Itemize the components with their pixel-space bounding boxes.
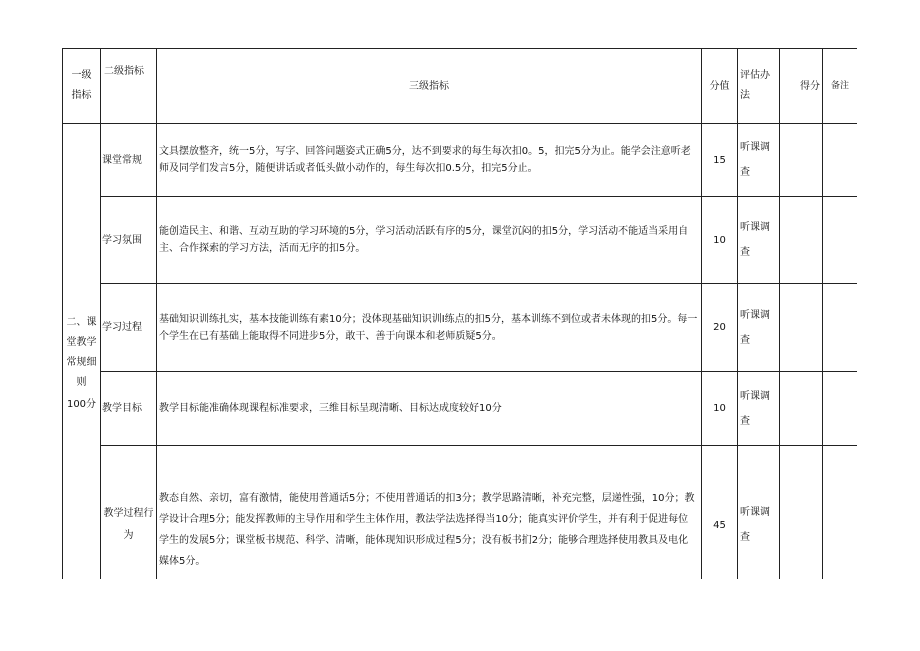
category-cell [63, 124, 101, 580]
score-cell: 15 [702, 124, 738, 197]
category-label: 二、课堂教学常规细则 [66, 316, 97, 388]
level2-cell: 教学过程行为 [101, 446, 157, 580]
level3-cell: 基础知识训练扎实，基本技能训练有素10分；没体现基础知识训I练点的扣5分，基本训练不到位或者未体现的扣5分。每一个学生在已有基础上能取得不同进步5分，敢干、善于向课本和老师质疑5分。 [157, 284, 702, 372]
header-score: 分值 [702, 49, 738, 124]
table-row [63, 372, 858, 446]
table-row [63, 446, 858, 580]
level2-cell: 学习过程 [101, 284, 157, 372]
header-remark: 备注 [823, 49, 858, 124]
level3-cell: 能创造民主、和谐、互动互助的学习环境的5分，学习活动活跃有序的5分，课堂沉闷的扣5分，学习活动不能适当采用自主、合作探索的学习方法，活而无序的扣5分。 [157, 197, 702, 284]
got-cell[interactable] [780, 197, 823, 284]
remark-cell[interactable] [823, 124, 858, 197]
table-row [63, 124, 858, 197]
header-method: 评估办法 [738, 49, 780, 124]
score-cell: 10 [702, 372, 738, 446]
remark-cell[interactable] [823, 372, 858, 446]
table-header-row [63, 49, 858, 124]
score-cell: 20 [702, 284, 738, 372]
got-cell[interactable] [780, 446, 823, 580]
remark-cell[interactable] [823, 284, 858, 372]
header-level2: 二级指标 [101, 49, 157, 124]
score-cell: 45 [702, 446, 738, 580]
got-cell[interactable] [780, 372, 823, 446]
level3-cell: 教学目标能准确体现课程标准要求，三维目标呈现清晰、目标达成度较好10分 [157, 372, 702, 446]
remark-cell[interactable] [823, 197, 858, 284]
header-level1: 一级指标 [63, 49, 101, 124]
level2-cell: 课堂常规 [101, 124, 157, 197]
category-total: 100分 [66, 398, 97, 410]
score-cell: 10 [702, 197, 738, 284]
header-level3: 三级指标 [157, 49, 702, 124]
method-cell: 听课调查 [738, 197, 780, 284]
evaluation-sheet [62, 48, 857, 579]
method-cell: 听课调查 [738, 372, 780, 446]
level3-cell: 文具摆放整齐，统一5分，写字、回答问题姿式正确5分，达不到要求的每生每次扣0。5，扣完5分为止。能学会注意听老师及同学们发言5分，随便讲话或者低头做小动作的，每生每次扣0.5分，扣完5分止。 [157, 124, 702, 197]
table-row [63, 197, 858, 284]
level2-cell: 教学目标 [101, 372, 157, 446]
evaluation-table [62, 48, 857, 579]
method-cell: 听课调查 [738, 446, 780, 580]
got-cell[interactable] [780, 284, 823, 372]
remark-cell[interactable] [823, 446, 858, 580]
level2-cell: 学习氛围 [101, 197, 157, 284]
method-cell: 听课调查 [738, 124, 780, 197]
got-cell[interactable] [780, 124, 823, 197]
level3-cell: 教态自然、亲切，富有激情，能使用普通话5分；不使用普通话的扣3分；教学思路清晰，补充完整，层递性强，10分；教学设计合理5分；能发挥教师的主导作用和学生主体作用，教法学法选择得当10分；能真实评价学生，并有利于促进每位学生的发展5分；课堂板书规范、科学、清晰，能体现知识形成过程5分；没有板书扪2分；能够合理选择使用教具及电化媒体5分。 [157, 446, 702, 580]
header-got: 得分 [780, 49, 823, 124]
table-row [63, 284, 858, 372]
method-cell: 听课调查 [738, 284, 780, 372]
